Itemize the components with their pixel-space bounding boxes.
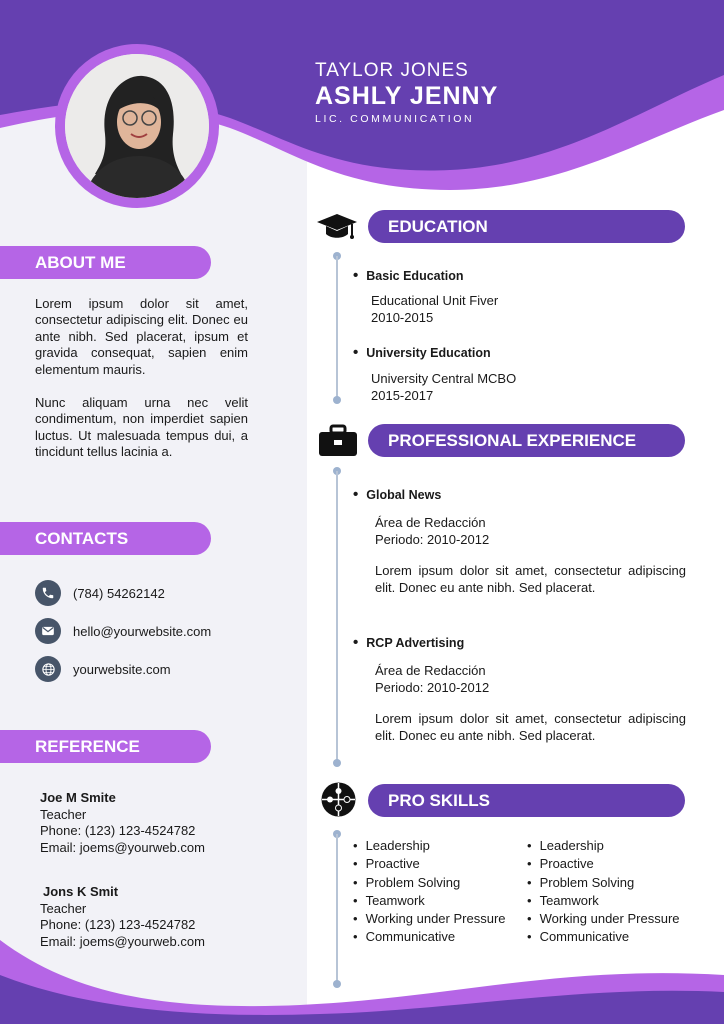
reference-phone: Phone: (123) 123-4524782 bbox=[40, 823, 196, 838]
name-main: ASHLY JENNY bbox=[315, 82, 499, 110]
timeline-line bbox=[336, 256, 338, 398]
skill-item: • Communicative bbox=[527, 928, 680, 946]
reference-phone: Phone: (123) 123-4524782 bbox=[40, 917, 196, 932]
education-item-heading: • University Education bbox=[353, 344, 491, 361]
skill-item: • Proactive bbox=[353, 855, 506, 873]
education-item-detail: University Central MCBO 2015-2017 bbox=[371, 371, 517, 403]
puzzle-icon bbox=[320, 781, 357, 823]
reference-job: Teacher bbox=[40, 806, 87, 822]
skill-item: • Leadership bbox=[353, 837, 506, 855]
graduation-cap-icon bbox=[317, 210, 357, 247]
experience-item-heading: • Global News bbox=[353, 486, 441, 503]
skill-item: • Problem Solving bbox=[527, 874, 680, 892]
education-header: EDUCATION bbox=[368, 210, 685, 243]
reference-email: Email: joems@yourweb.com bbox=[40, 933, 205, 949]
about-paragraph-2: Nunc aliquam urna nec velit condimentum, non imperdiet sapien luctus. Ut malesuada tempus dui, a tincidunt tellus lacinia a. bbox=[35, 395, 248, 460]
skill-item: • Working under Pressure bbox=[353, 910, 506, 928]
timeline-line bbox=[336, 834, 338, 984]
timeline-dot bbox=[333, 980, 341, 988]
skill-item: • Proactive bbox=[527, 855, 680, 873]
reference-1 bbox=[40, 790, 205, 856]
phone-icon bbox=[35, 580, 61, 606]
reference-name: Joe M Smite bbox=[40, 790, 116, 805]
skill-item: • Teamwork bbox=[527, 892, 680, 910]
contact-email[interactable] bbox=[35, 618, 211, 644]
briefcase-icon bbox=[318, 424, 358, 463]
experience-item-description: Lorem ipsum dolor sit amet, consectetur adipiscing elit. Donec eu ante nibh. Sed placerat. bbox=[375, 563, 686, 595]
globe-icon bbox=[35, 656, 61, 682]
about-paragraph-1: Lorem ipsum dolor sit amet, consectetur adipiscing elit. Donec eu ante nibh. Sed placerat, ipsum et gravida consequat, sapien enim elementum mauris. bbox=[35, 296, 248, 377]
about-header: ABOUT ME bbox=[0, 246, 211, 279]
name-top: TAYLOR JONES bbox=[315, 60, 469, 81]
contact-phone[interactable] bbox=[35, 580, 165, 606]
skill-item: • Leadership bbox=[527, 837, 680, 855]
timeline-dot bbox=[333, 396, 341, 404]
skills-header: PRO SKILLS bbox=[368, 784, 685, 817]
experience-item-description: Lorem ipsum dolor sit amet, consectetur adipiscing elit. Donec eu ante nibh. Sed placerat. bbox=[375, 711, 686, 743]
contact-website-text: yourwebsite.com bbox=[73, 661, 171, 677]
timeline-line bbox=[336, 471, 338, 761]
education-item-detail: Educational Unit Fiver 2010-2015 bbox=[371, 293, 499, 325]
reference-name: Jons K Smit bbox=[43, 884, 119, 899]
experience-header: PROFESSIONAL EXPERIENCE bbox=[368, 424, 685, 457]
contacts-header: CONTACTS bbox=[0, 522, 211, 555]
education-item-heading: • Basic Education bbox=[353, 267, 464, 284]
skills-column-1 bbox=[353, 837, 506, 947]
reference-2 bbox=[40, 884, 205, 950]
experience-item-heading: • RCP Advertising bbox=[353, 634, 464, 651]
timeline-dot bbox=[333, 759, 341, 767]
reference-header: REFERENCE bbox=[0, 730, 211, 763]
skill-item: • Teamwork bbox=[353, 892, 506, 910]
contact-website[interactable] bbox=[35, 656, 171, 682]
experience-item-detail: Área de Redacción Periodo: 2010-2012 bbox=[375, 663, 490, 695]
profile-photo bbox=[65, 54, 209, 198]
contact-email-text: hello@yourwebsite.com bbox=[73, 623, 212, 639]
skill-item: • Problem Solving bbox=[353, 874, 506, 892]
reference-job: Teacher bbox=[40, 900, 87, 916]
skill-item: • Communicative bbox=[353, 928, 506, 946]
reference-email: Email: joems@yourweb.com bbox=[40, 839, 205, 855]
role-title: LIC. COMMUNICATION bbox=[315, 113, 475, 125]
contact-phone-text: (784) 54262142 bbox=[73, 585, 165, 601]
skills-column-2 bbox=[527, 837, 680, 947]
mail-icon bbox=[35, 618, 61, 644]
skill-item: • Working under Pressure bbox=[527, 910, 680, 928]
experience-item-detail: Área de Redacción Periodo: 2010-2012 bbox=[375, 515, 490, 547]
